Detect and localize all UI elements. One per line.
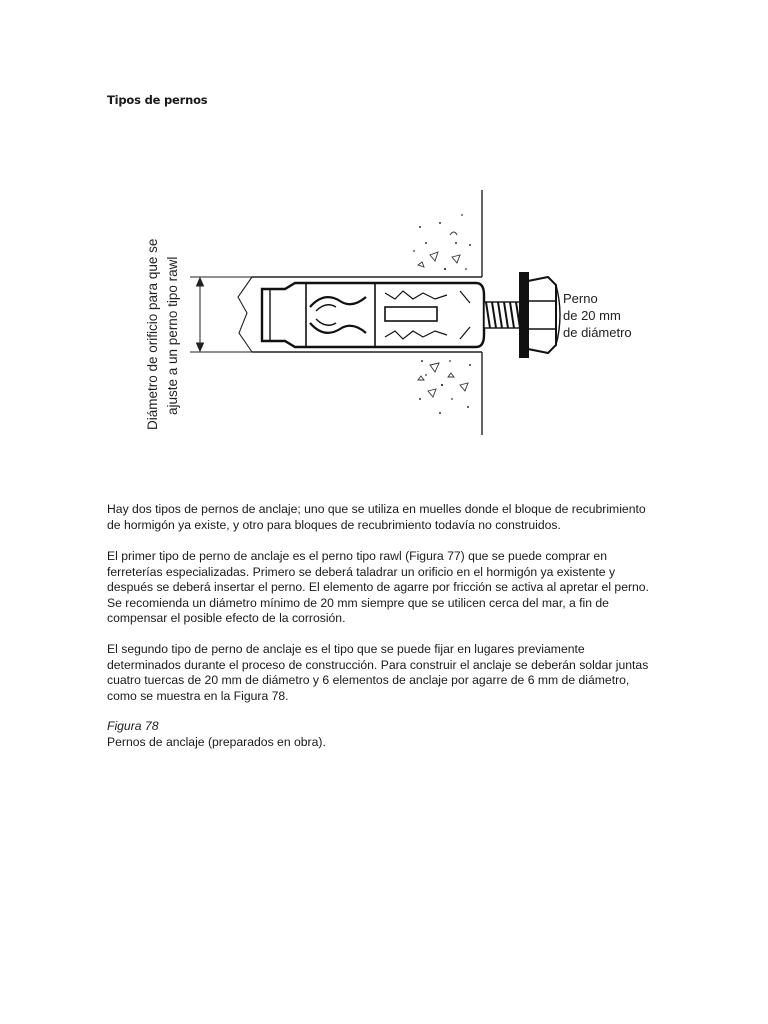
- figure-caption: [107, 719, 326, 750]
- paragraph-3: El segundo tipo de perno de anclaje es el tipo que se puede fijar en lugares previamente determinados durante el proceso de construcción. Para construir el anclaje se deberán soldar juntas cuatro tuercas de 20 mm de diámetro y 6 elementos de anclaje por agarre de 6 mm de diámetro, como se muestra en la Figura 78.: [107, 642, 649, 703]
- dimension-label-line2: ajuste a un perno tipo rawl: [165, 256, 180, 415]
- paragraph-1: Hay dos tipos de pernos de anclaje; uno que se utiliza en muelles donde el bloque de recubrimiento de hormigón ya existe, y otro para bloques de recubrimiento todavía no construidos.: [107, 502, 646, 532]
- bolt-label-line3: de diámetro: [563, 325, 632, 340]
- dimension-label-line1: Diámetro de orificio para que se: [145, 238, 160, 430]
- bolt-label-line1: Perno: [563, 291, 598, 306]
- bolt-head: [520, 273, 560, 357]
- threaded-shank: [484, 302, 520, 328]
- caption-text: Pernos de anclaje (preparados en obra).: [107, 734, 326, 749]
- bolt-label-line2: de 20 mm: [563, 308, 621, 323]
- section-title: Tipos de pernos: [107, 93, 208, 107]
- rawl-anchor-sleeve: [262, 283, 484, 347]
- dimension-arrow: [190, 277, 252, 352]
- paragraph-2: El primer tipo de perno de anclaje es el perno tipo rawl (Figura 77) que se puede comprar en ferreterías especializadas. Primero se deberá taladrar un orificio en el hormigón ya existente y después se deberá insertar el perno. El elemento de agarre por fricción se activa al apretar el perno. Se recomienda un diámetro mínimo de 20 mm siempre que se utilicen cerca del mar, a fin de compensar el posible efecto de la corrosión.: [107, 549, 649, 626]
- caption-label: Figura 78: [107, 719, 159, 733]
- rawl-bolt-figure: [130, 185, 670, 440]
